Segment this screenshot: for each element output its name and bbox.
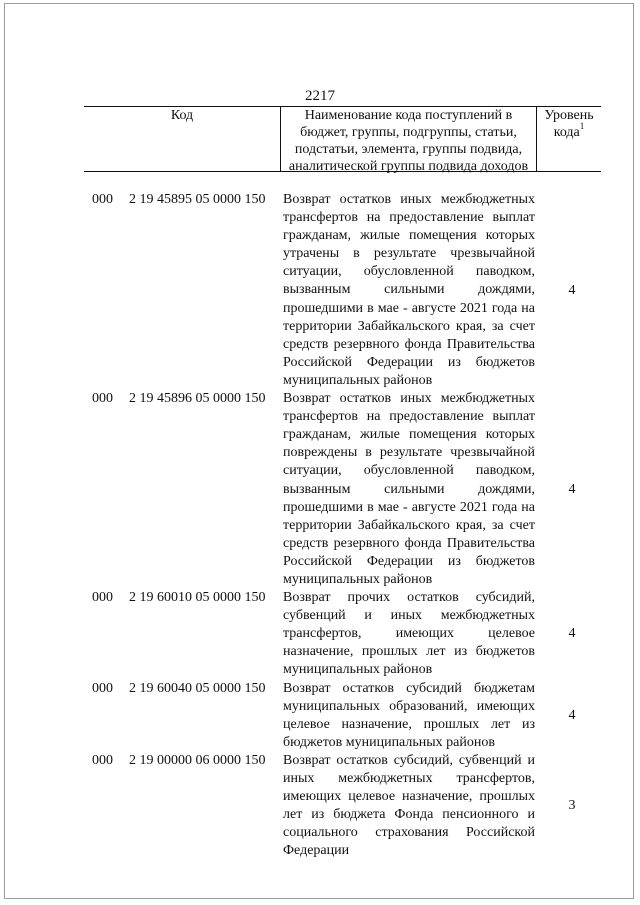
table-row	[0, 752, 640, 861]
table-row	[0, 589, 640, 679]
code-table-body	[0, 191, 640, 860]
header-level-label: Уровень кода	[544, 108, 594, 140]
row-revenue-code: 2 19 45895 05 0000 150	[129, 192, 266, 207]
row-level: 4	[568, 626, 576, 642]
table-row	[0, 680, 640, 752]
page-number: 2217	[305, 88, 335, 104]
row-description: Возврат прочих остатков субсидий, субвенций и иных межбюджетных трансфертов, имеющих целевое назначение, прошлых лет из бюджетов муниципальных районов	[283, 590, 535, 678]
row-revenue-code: 2 19 60010 05 0000 150	[129, 590, 266, 606]
table-row	[0, 191, 640, 390]
header-level	[537, 107, 601, 171]
row-description: Возврат остатков иных межбюджетных трансфертов на предоставление выплат гражданам, жилые помещения которых утрачены в результате чрезвычайной ситуации, обусловленной паводком, вызванным сильными дождями, прошедшими в мае - августе 2021 года на территории Забайкальского края, за счет средств резервного фонда Правительства Российской Федерации из бюджетов муниципальных районов	[283, 192, 535, 388]
row-revenue-code: 2 19 45896 05 0000 150	[129, 391, 266, 407]
row-admin-code: 000	[92, 391, 113, 407]
row-admin-code: 000	[92, 192, 113, 207]
row-admin-code: 000	[92, 680, 113, 696]
table-header	[84, 106, 601, 172]
table-row	[0, 390, 640, 589]
row-revenue-code: 2 19 60040 05 0000 150	[129, 680, 266, 696]
row-description: Возврат остатков субсидий, субвенций и иных межбюджетных трансфертов, имеющих целевое назначение, прошлых лет из бюджета Фонда пенсионного и социального страхования Российской Федерации	[283, 752, 535, 859]
header-level-footnote: 1	[579, 121, 585, 132]
header-code: Код	[84, 107, 281, 171]
header-name: Наименование кода поступлений в бюджет, группы, подгруппы, статьи, подстатьи, элемента, группы подвида, аналитической группы подвида доходов	[281, 107, 537, 171]
row-revenue-code: 2 19 00000 06 0000 150	[129, 752, 266, 768]
row-level: 3	[568, 798, 576, 814]
row-admin-code: 000	[92, 752, 113, 768]
row-admin-code: 000	[92, 590, 113, 606]
row-description: Возврат остатков иных межбюджетных трансфертов на предоставление выплат гражданам, жилые помещения которых повреждены в результате чрезвычайной ситуации, обусловленной паводком, вызванным сильными дождями, прошедшими в мае - августе 2021 года на территории Забайкальского края, за счет средств резервного фонда Правительства Российской Федерации из бюджетов муниципальных районов	[283, 391, 535, 587]
row-description: Возврат остатков субсидий бюджетам муниципальных образований, имеющих целевое назначение, прошлых лет из бюджетов муниципальных районов	[283, 680, 535, 750]
row-level: 4	[568, 481, 576, 497]
row-level: 4	[568, 707, 576, 723]
row-level: 4	[568, 282, 576, 298]
